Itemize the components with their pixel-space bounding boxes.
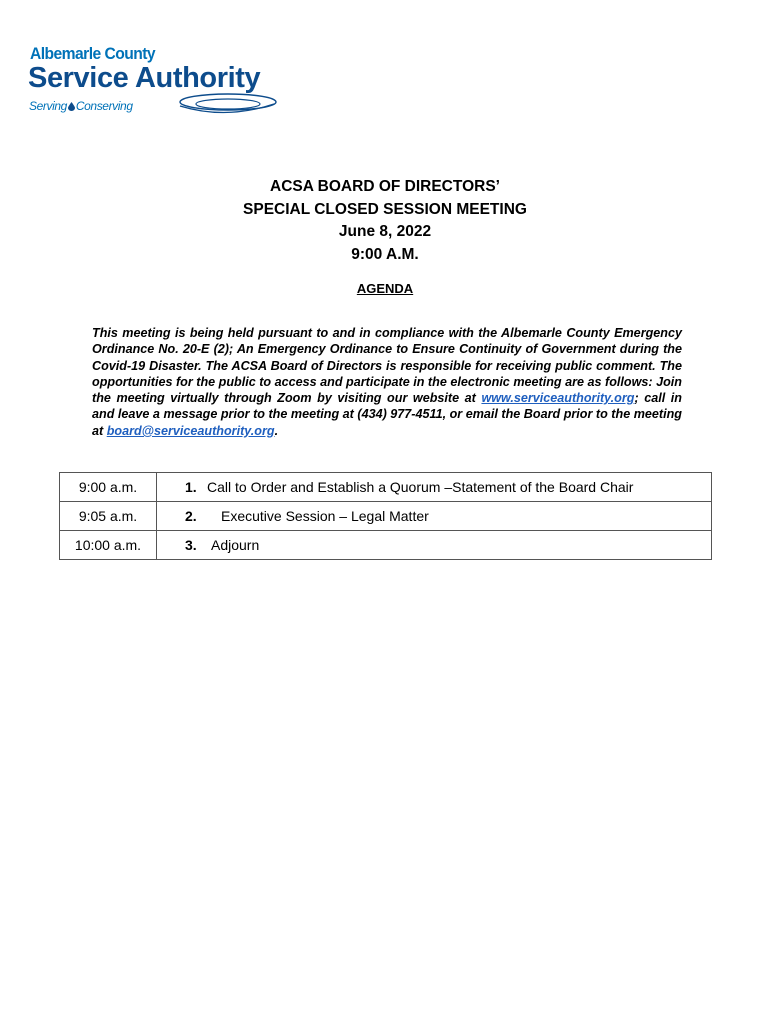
agenda-time: 9:00 a.m. [60, 473, 157, 502]
agenda-item-title: Call to Order and Establish a Quorum –Statement of the Board Chair [207, 479, 634, 495]
table-row [60, 473, 712, 502]
notice-text-end: . [274, 423, 279, 438]
logo-tagline [29, 99, 133, 113]
table-row [60, 531, 712, 560]
agenda-table [59, 472, 712, 560]
agenda-time: 9:05 a.m. [60, 502, 157, 531]
board-title: ACSA BOARD OF DIRECTORS’ [270, 178, 500, 195]
agenda-item [157, 531, 712, 560]
website-link[interactable]: www.serviceauthority.org [481, 391, 635, 406]
meeting-type: SPECIAL CLOSED SESSION MEETING [243, 200, 527, 218]
agenda-time: 10:00 a.m. [60, 531, 157, 560]
meeting-notice [92, 325, 682, 439]
email-link[interactable]: board@serviceauthority.org [106, 423, 275, 438]
logo-tagline-serving: Serving [29, 99, 67, 113]
agenda-item-title: Executive Session – Legal Matter [221, 508, 429, 524]
notice-text-1: This meeting is being held pursuant to and in compliance with the Albemarle County Emergency Ordinance No. 20-E (2); An Emergency Ordinance to Ensure Continuity of Government during the Covid-19 Disaster. The ACSA Board of Directors is responsible for receiving public comment. The opportunities for the public to access and participate in the electronic meeting are as follows: Join the meeting virtually through Zoom by visiting our website at [92, 326, 682, 406]
agenda-item-number: 2. [185, 508, 197, 524]
table-row [60, 502, 712, 531]
agenda-item-number: 1. [185, 479, 197, 495]
logo-county-text: Albemarle County [30, 44, 156, 63]
agenda-heading: AGENDA [356, 281, 414, 296]
water-ripple-icon [166, 92, 278, 118]
logo-tagline-conserving: Conserving [75, 99, 133, 113]
meeting-header [0, 176, 770, 266]
agenda-item [157, 502, 712, 531]
meeting-time: 9:00 A.M. [351, 245, 419, 263]
notice-text-2: ; call in and leave a message prior to the meeting at (434) 977-4511, or email the Board prior to the meeting at [92, 391, 682, 438]
logo-service-authority-text: Service Authority [28, 62, 261, 94]
water-drop-icon [68, 102, 75, 111]
agenda-item-number: 3. [185, 537, 197, 553]
agenda-item [157, 473, 712, 502]
agenda-item-title: Adjourn [211, 537, 260, 553]
meeting-date: June 8, 2022 [338, 223, 432, 240]
acsa-logo [26, 42, 278, 118]
